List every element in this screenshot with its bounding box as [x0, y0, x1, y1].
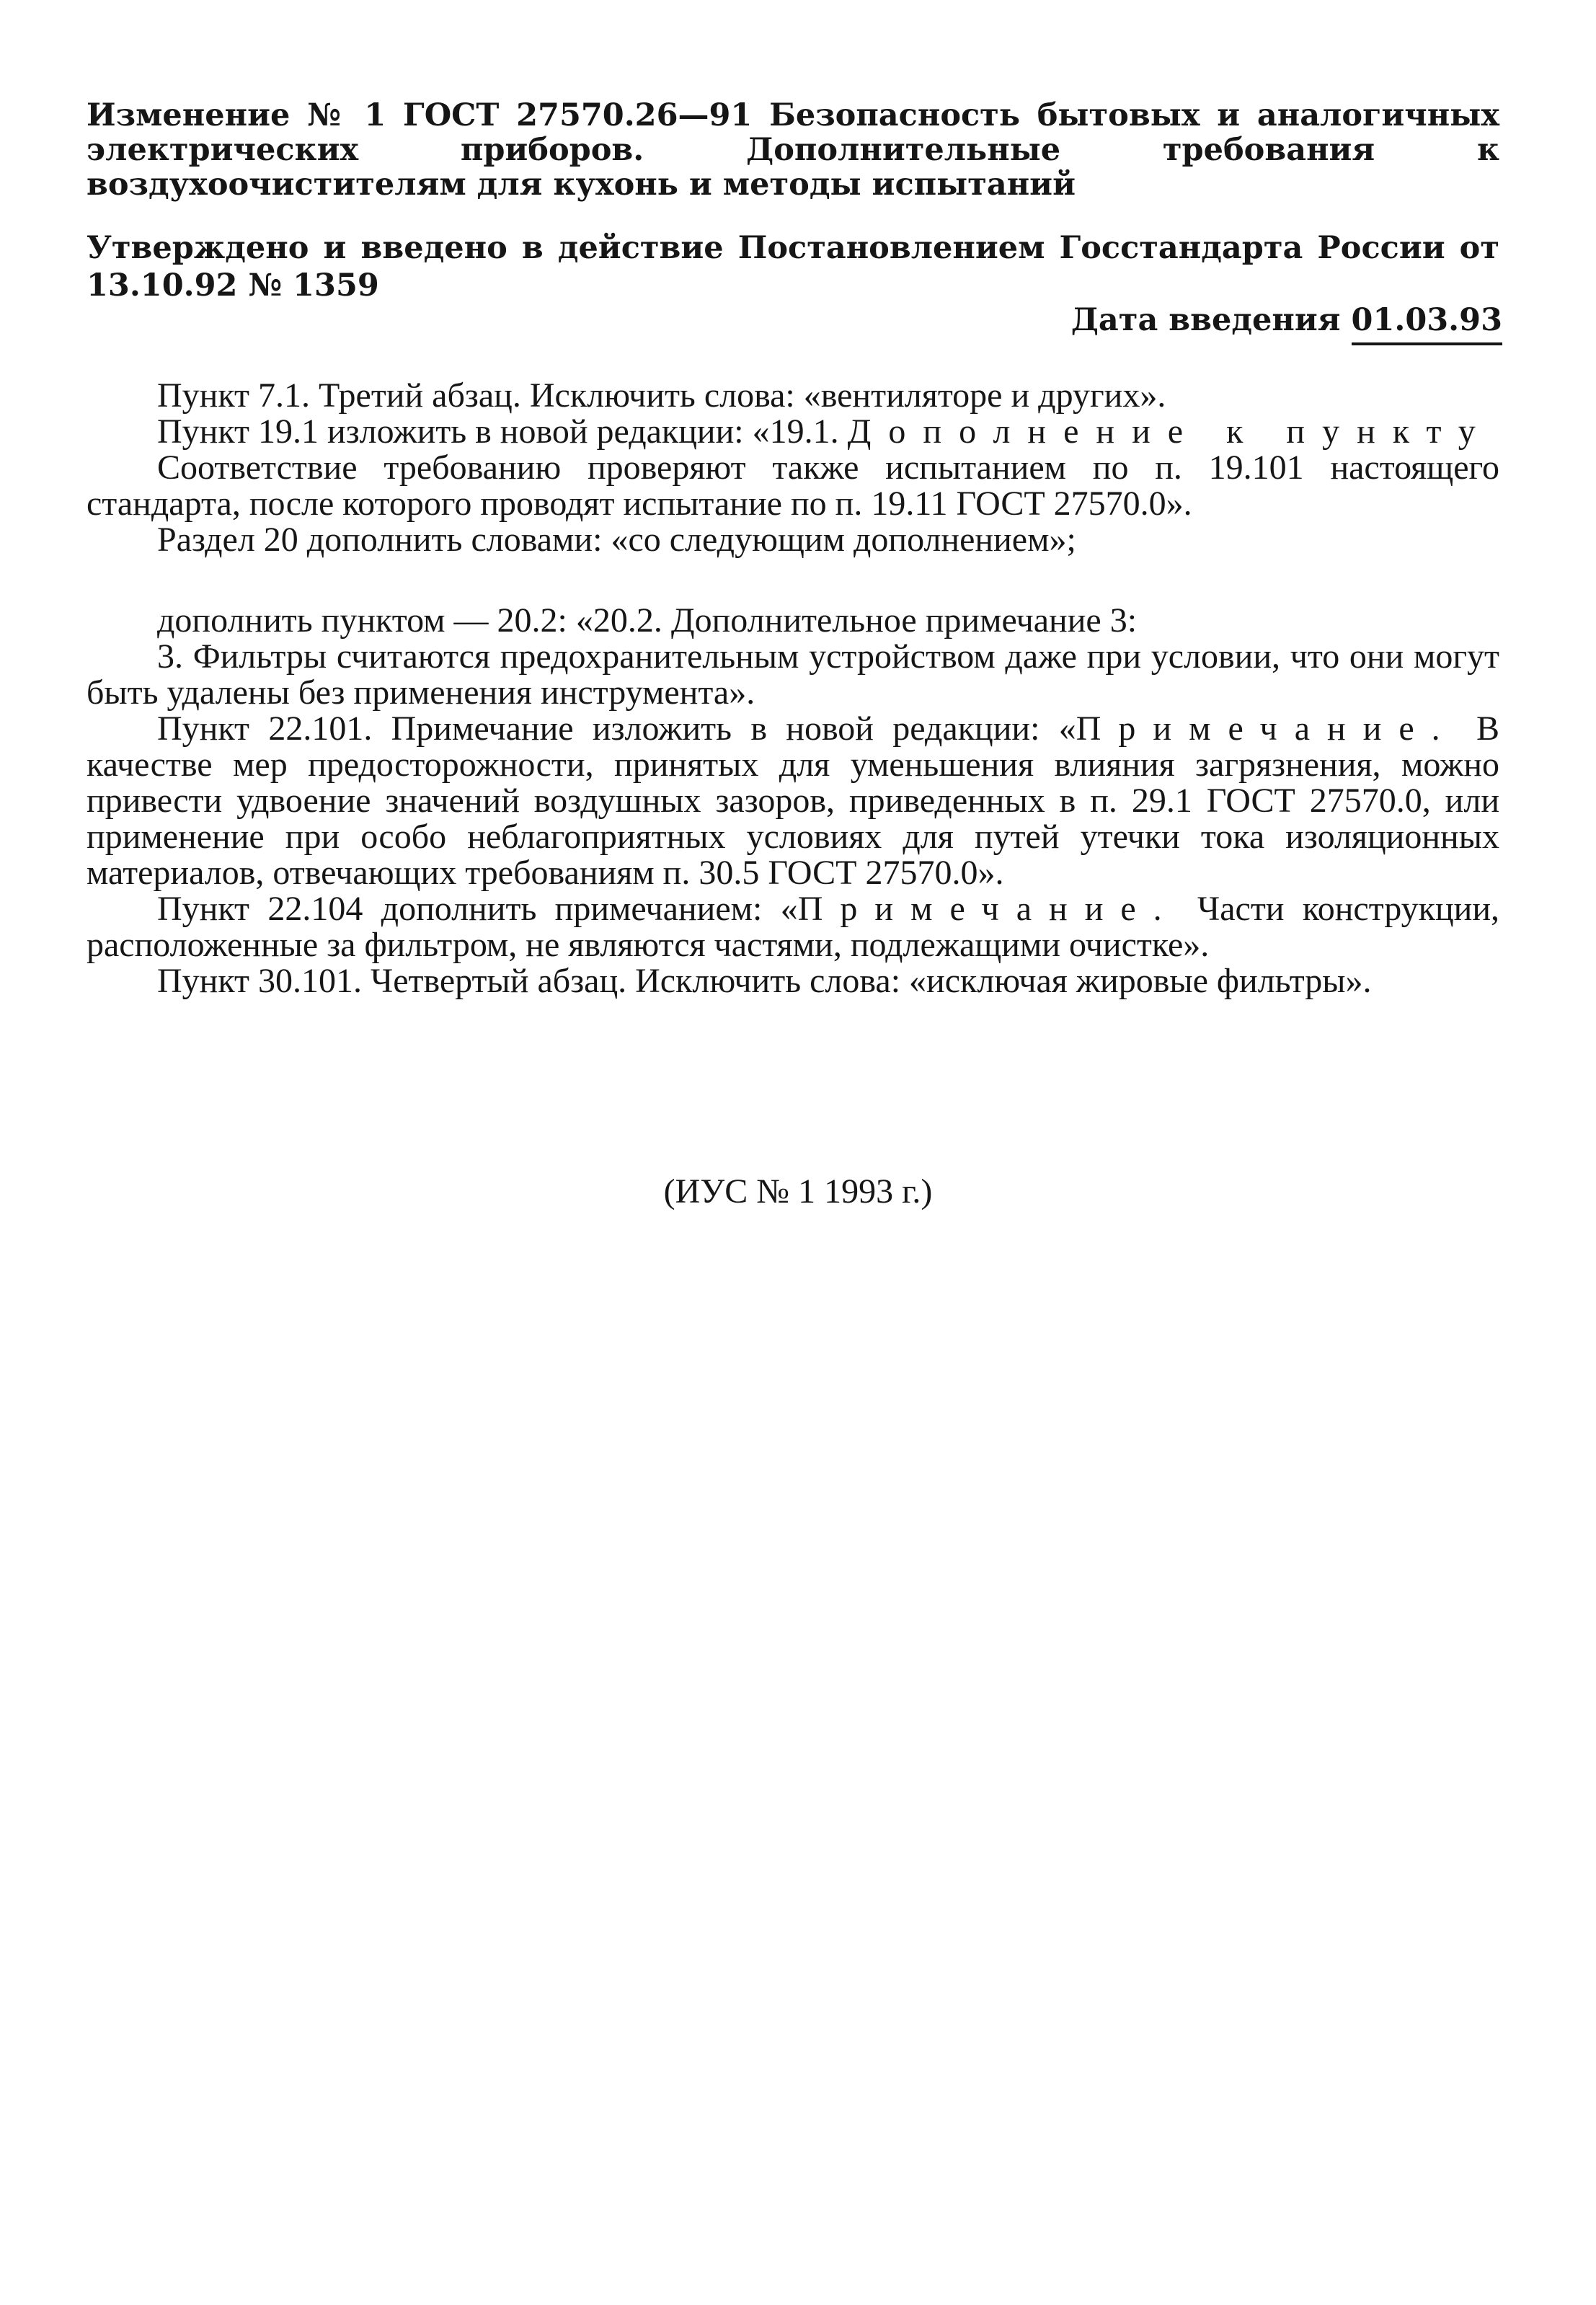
paragraph-19-1-text: Соответствие требованию проверяют также испытанием по п. 19.101 настоящего стандарта, после которого проводят испытание по п. 19.11 ГОСТ 27570.0».: [87, 448, 1499, 523]
paragraph-22-104-note-label: Примечание.: [797, 890, 1179, 928]
effective-date: [1071, 301, 1502, 339]
paragraph-22-101-lead: Пункт 22.101. Примечание изложить в новой редакции: «: [157, 709, 1076, 748]
paragraph-22-104-rest: Части конструкции, расположенные за фильтром, не являются частями, подлежащими очистке».: [87, 890, 1500, 964]
paragraph-22-101-rest: В качестве мер предосторожности, принятых для уменьшения влияния загрязнения, можно привести удвоение значений воздушных зазоров, приведенных в п. 29.1 ГОСТ 27570.0, или применение при особо неблагоприятных условиях для путей утечки тока изоляционных материалов, отвечающих требованиям п. 30.5 ГОСТ 27570.0».: [87, 709, 1500, 892]
approval-statement: Утверждено и введено в действие Постановлением Госстандарта России от 13.10.92 № 1359: [87, 230, 1499, 304]
paragraph-19-1-lead: Пункт 19.1 изложить в новой редакции: «19.1.: [157, 412, 839, 451]
paragraph-gap: [87, 558, 1499, 603]
paragraph-22-104: [87, 891, 1499, 963]
document-title: Изменение № 1 ГОСТ 27570.26—91 Безопасность бытовых и аналогичных электрических приборов. Дополнительные требования к воздухоочистителям для кухонь и методы испытаний: [87, 97, 1499, 203]
paragraph-22-101: [87, 711, 1499, 891]
effective-date-value: 01.03.93: [1352, 302, 1502, 345]
paragraph-7-1: Пункт 7.1. Третий абзац. Исключить слова: «вентиляторе и других».: [157, 376, 1166, 415]
paragraph-19-1: [87, 414, 1499, 450]
source-reference: (ИУС № 1 1993 г.): [663, 1172, 933, 1211]
amendment-body: [87, 378, 1499, 999]
paragraph-22-101-note-label: Примечание.: [1076, 709, 1458, 748]
effective-date-label: Дата введения: [1070, 302, 1341, 338]
paragraph-note-3: 3. Фильтры считаются предохранительным устройством даже при условии, что они могут быть удалены без применения инструмента».: [87, 637, 1499, 712]
paragraph-20-2: дополнить пунктом — 20.2: «20.2. Дополнительное примечание 3:: [157, 601, 1138, 640]
paragraph-section-20: Раздел 20 дополнить словами: «со следующим дополнением»;: [157, 521, 1076, 559]
paragraph-19-1-spaced: Дополнение к пункту: [847, 412, 1493, 451]
paragraph-30-101: Пункт 30.101. Четвертый абзац. Исключить слова: «исключая жировые фильтры».: [157, 962, 1372, 1000]
paragraph-22-104-lead: Пункт 22.104 дополнить примечанием: «: [157, 890, 798, 928]
